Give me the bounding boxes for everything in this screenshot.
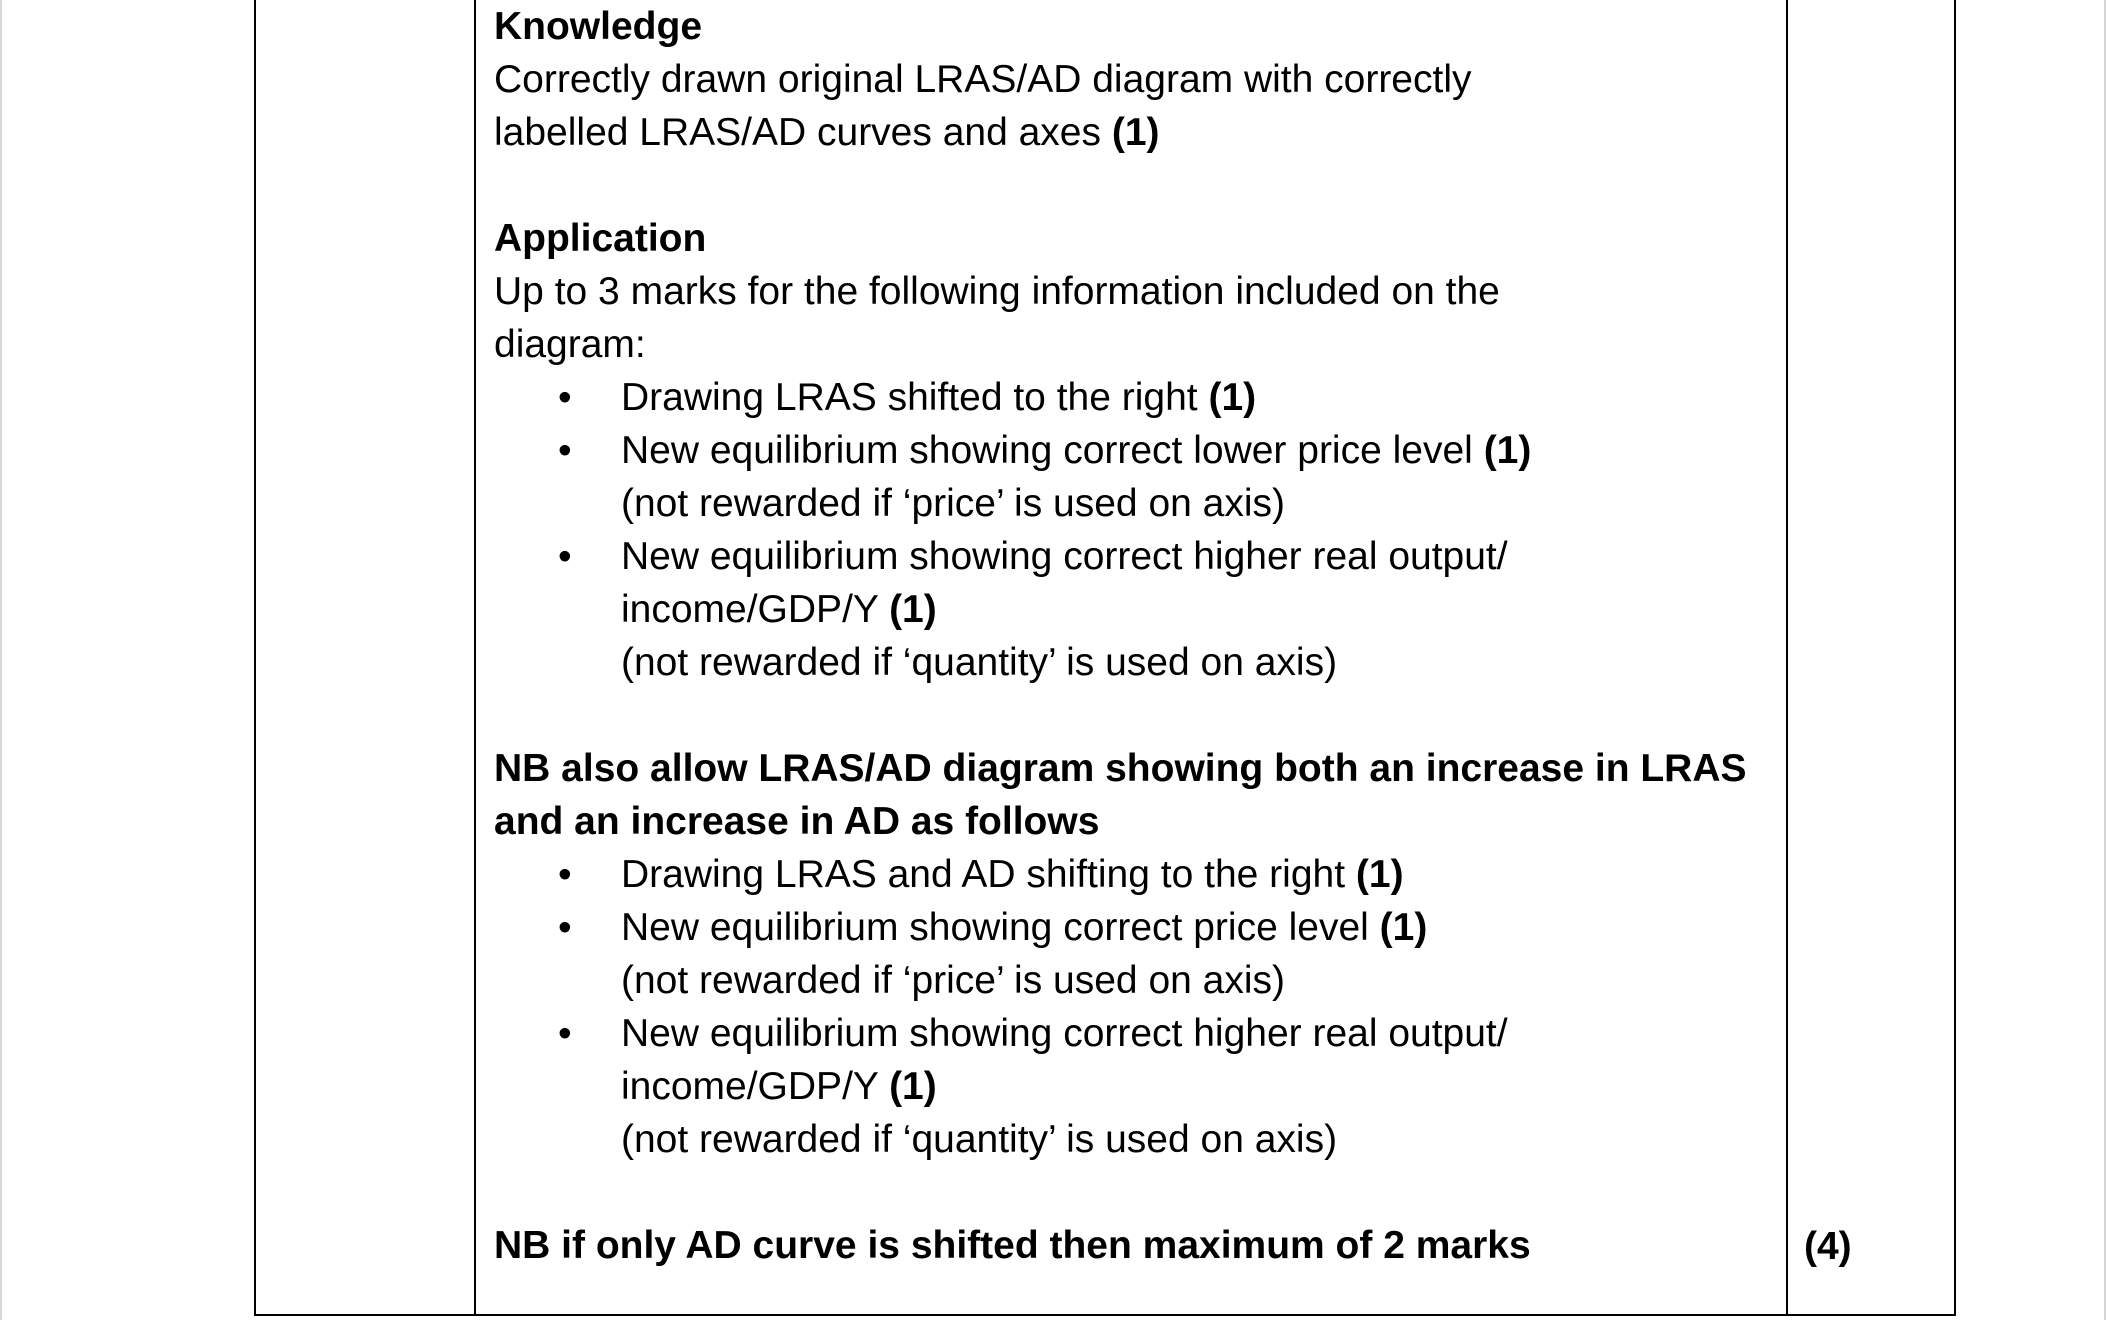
knowledge-mark: (1) [1111,111,1160,154]
alternative-bullet-3 [494,1007,1774,1060]
bullet-text: New equilibrium showing correct price level [621,906,1369,949]
knowledge-line-2-text: labelled LRAS/AD curves and axes [494,111,1101,154]
final-note: NB if only AD curve is shifted then maximum of 2 marks [494,1224,1531,1267]
bullet-note: (not rewarded if ‘price’ is used on axis) [621,482,1286,525]
alternative-heading-2: and an increase in AD as follows [494,800,1100,843]
application-intro-1: Up to 3 marks for the following information included on the [494,270,1500,313]
bullet-mark: (1) [1483,429,1532,472]
application-bullet-3 [494,530,1774,583]
knowledge-line-1: Correctly drawn original LRAS/AD diagram with correctly [494,58,1472,101]
bullet-mark: (1) [889,588,937,631]
bullet-note: (not rewarded if ‘quantity’ is used on axis) [621,1118,1338,1161]
bullet-dot: • [558,429,572,472]
spacer [494,1166,1774,1219]
application-intro-2: diagram: [494,323,646,366]
bullet-continuation [494,1060,1774,1113]
alternative-bullet-1 [494,848,1774,901]
bullet-continuation [494,583,1774,636]
bullet-text-2: income/GDP/Y [621,588,879,631]
bullet-text: Drawing LRAS and AD shifting to the right [621,853,1346,896]
bullet-dot: • [558,906,572,949]
bullet-text: New equilibrium showing correct higher real output/ [621,535,1508,578]
spacer [494,159,1774,212]
answer-column [494,0,1774,1272]
alternative-bullet-2 [494,901,1774,954]
bullet-note: (not rewarded if ‘quantity’ is used on axis) [621,641,1338,684]
bullet-text: New equilibrium showing correct higher real output/ [621,1012,1508,1055]
column-divider-question [474,0,476,1314]
knowledge-line-2 [494,106,1774,159]
bullet-mark: (1) [1208,376,1257,419]
bullet-mark: (1) [889,1065,937,1108]
bullet-dot: • [558,535,572,578]
bullet-text: Drawing LRAS shifted to the right [621,376,1198,419]
bullet-mark: (1) [1379,906,1428,949]
alternative-heading-1: NB also allow LRAS/AD diagram showing both an increase in LRAS [494,747,1747,790]
column-divider-marks [1786,0,1788,1314]
application-bullet-2 [494,424,1774,477]
application-heading: Application [494,217,707,260]
bullet-text-2: income/GDP/Y [621,1065,879,1108]
bullet-dot: • [558,853,572,896]
spacer [494,689,1774,742]
bullet-text: New equilibrium showing correct lower price level [621,429,1473,472]
bullet-mark: (1) [1355,853,1404,896]
total-marks: (4) [1804,1225,1852,1268]
bullet-note: (not rewarded if ‘price’ is used on axis) [621,959,1286,1002]
page-edge-left [0,0,2,1320]
bullet-dot: • [558,1012,572,1055]
bullet-dot: • [558,376,572,419]
application-bullet-1 [494,371,1774,424]
knowledge-heading: Knowledge [494,5,703,48]
